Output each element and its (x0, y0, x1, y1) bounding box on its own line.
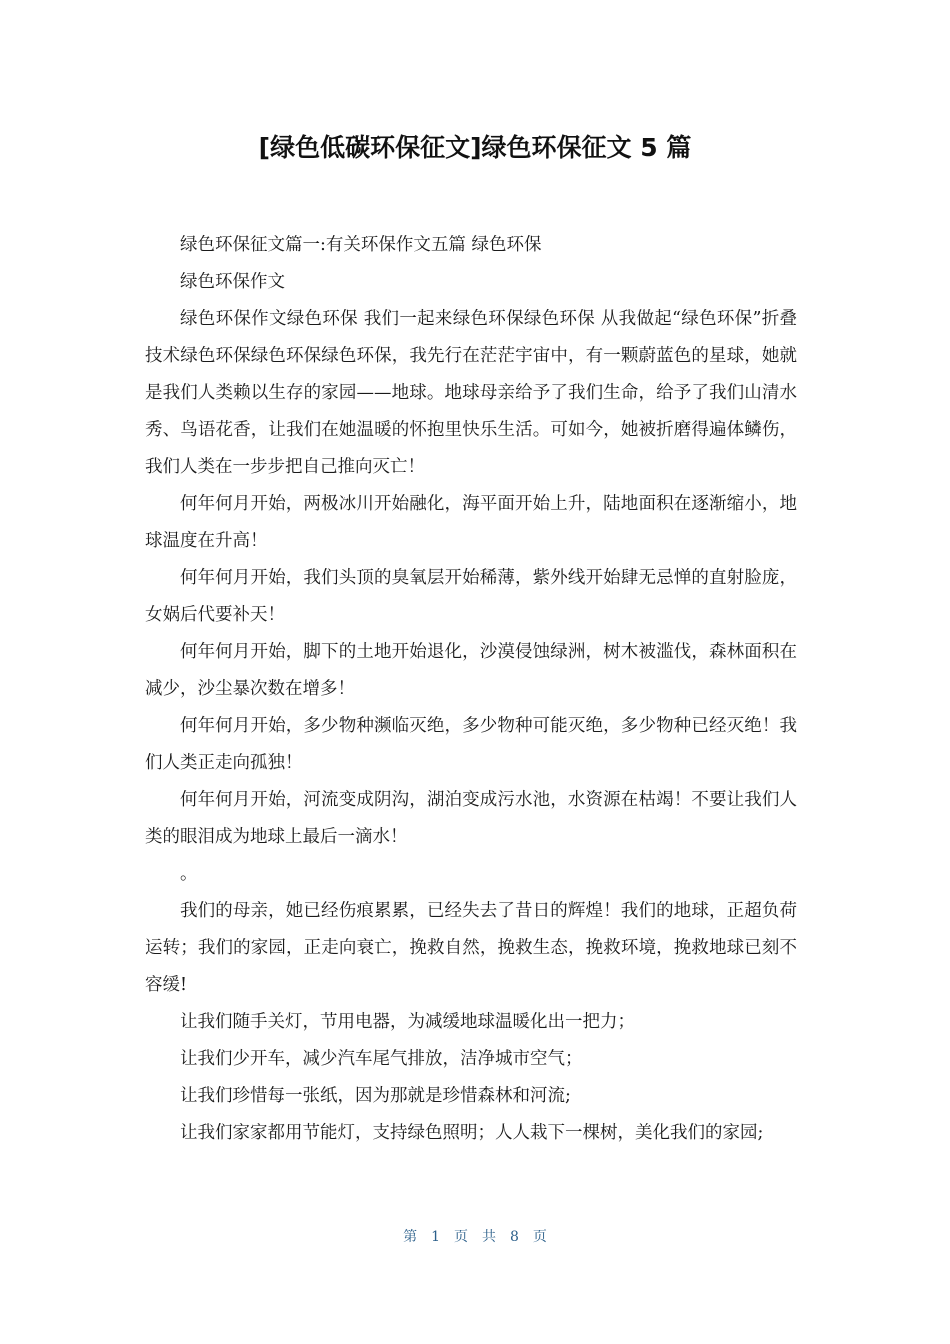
paragraph: 绿色环保作文 (180, 272, 285, 292)
paragraph: 。 (180, 864, 198, 884)
paragraph: 何年何月开始，多少物种濒临灭绝，多少物种可能灭绝，多少物种已经灭绝！我们人类正走向孤独！ (145, 716, 797, 773)
paragraph: 让我们珍惜每一张纸，因为那就是珍惜森林和河流; (180, 1086, 571, 1106)
page-label-prefix: 第 (403, 1229, 418, 1245)
total-pages-number: 8 (510, 1229, 519, 1245)
page-label-suffix: 页 (532, 1229, 547, 1245)
paragraph: 让我们家家都用节能灯，支持绿色照明；人人栽下一棵树，美化我们的家园; (180, 1123, 764, 1143)
paragraph: 让我们随手关灯，节用电器，为减缓地球温暖化出一把力； (180, 1012, 635, 1032)
page-label-middle: 页共 (454, 1229, 510, 1245)
paragraph: 何年何月开始，脚下的土地开始退化，沙漠侵蚀绿洲，树木被滥伐，森林面积在减少，沙尘暴次数在增多！ (145, 642, 797, 699)
paragraph: 让我们少开车，减少汽车尾气排放，洁净城市空气； (180, 1049, 583, 1069)
paragraph: 绿色环保作文绿色环保 我们一起来绿色环保绿色环保 从我做起“绿色环保”折叠技术绿色环保绿色环保绿色环保，我先行在茫茫宇宙中，有一颗蔚蓝色的星球，她就是我们人类赖以生存的家园——地球。地球母亲给予了我们生命，给予了我们山清水秀、鸟语花香，让我们在她温暖的怀抱里快乐生活。可如今，她被折磨得遍体鳞伤，我们人类在一步步把自己推向灭亡！ (145, 309, 797, 477)
page-footer (0, 1226, 950, 1248)
paragraph: 我们的母亲，她已经伤痕累累，已经失去了昔日的辉煌！我们的地球，正超负荷运转；我们的家园，正走向衰亡，挽救自然，挽救生态，挽救环境，挽救地球已刻不容缓! (145, 901, 797, 995)
paragraph: 绿色环保征文篇一:有关环保作文五篇 绿色环保 (180, 235, 542, 255)
current-page-number: 1 (431, 1229, 440, 1245)
paragraph: 何年何月开始，我们头顶的臭氧层开始稀薄，紫外线开始肆无忌惮的直射脸庞，女娲后代要补天！ (145, 568, 797, 625)
paragraph: 何年何月开始，河流变成阴沟，湖泊变成污水池，水资源在枯竭！不要让我们人类的眼泪成为地球上最后一滴水！ (145, 790, 797, 847)
paragraph: 何年何月开始，两极冰川开始融化，海平面开始上升，陆地面积在逐渐缩小，地球温度在升高！ (145, 494, 797, 551)
document-body (145, 227, 797, 1152)
document-title: [绿色低碳环保征文]绿色环保征文 5 篇 (258, 133, 692, 162)
